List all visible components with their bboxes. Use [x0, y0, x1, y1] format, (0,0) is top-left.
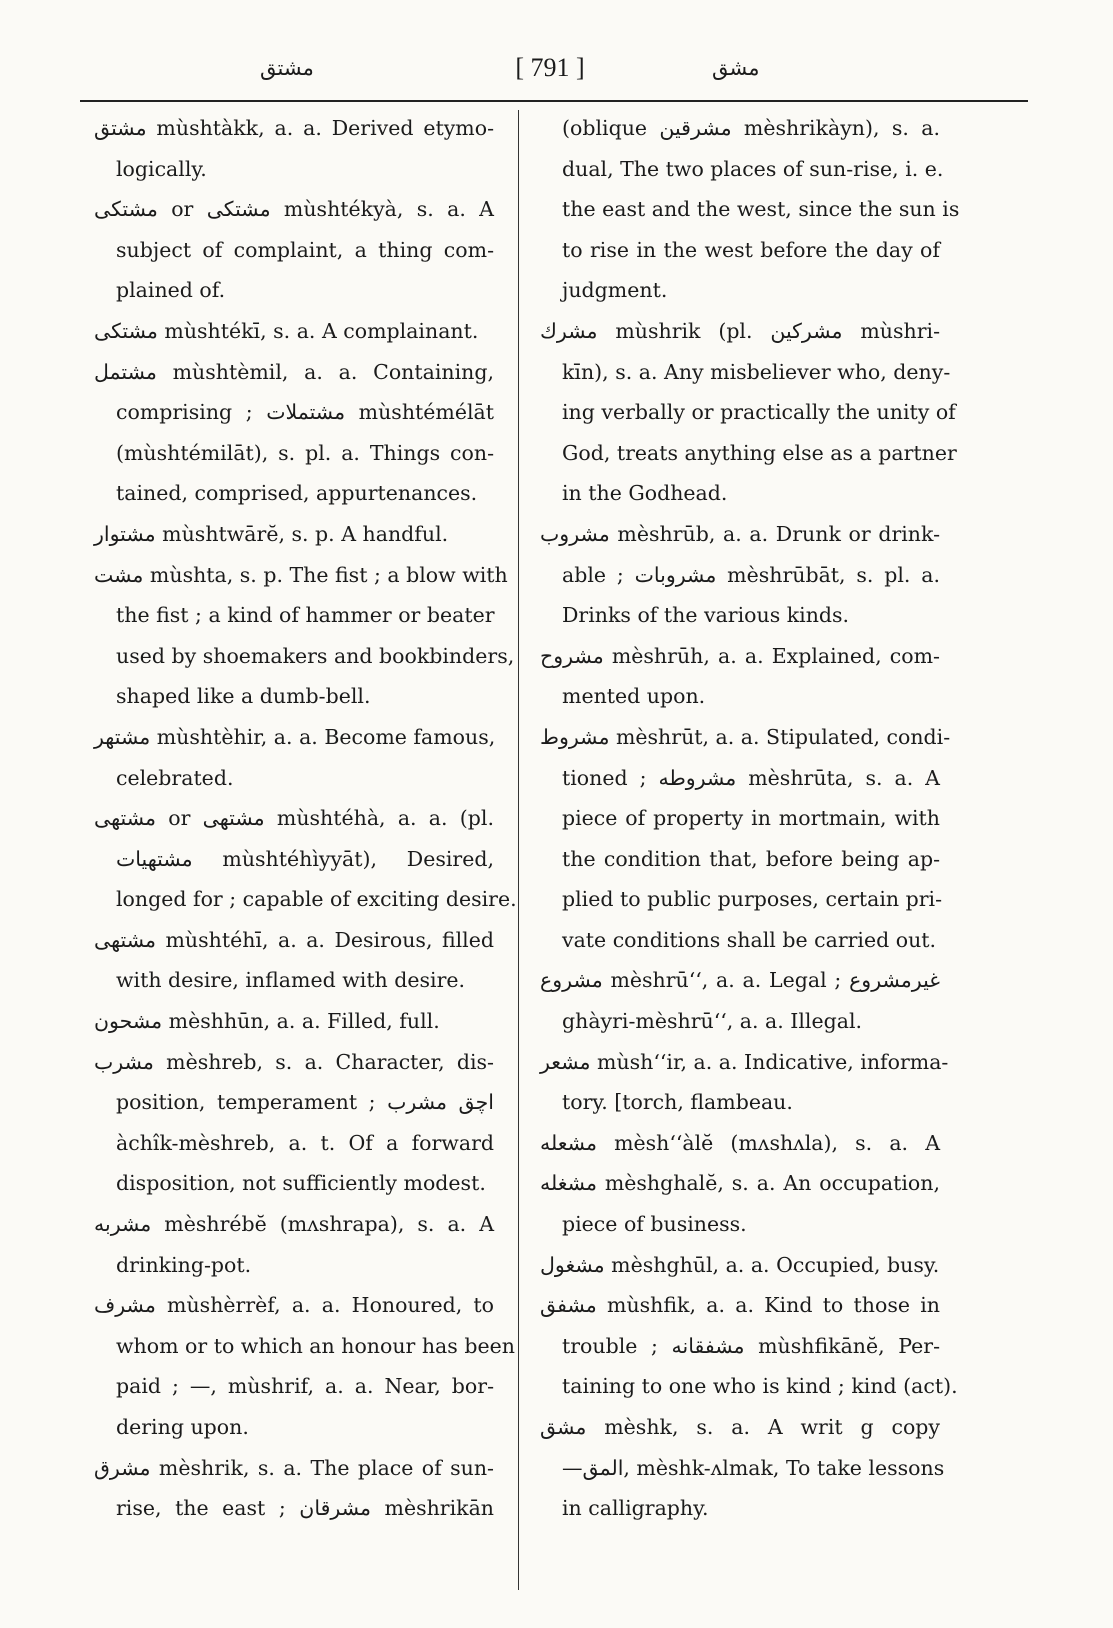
entry-line: مشعر mùsh‘‘ir, a. a. Indicative, informa-: [540, 1049, 949, 1074]
entry-line: drinking-pot.: [116, 1252, 252, 1277]
entry-line: to rise in the west before the day of: [562, 237, 940, 262]
entry-line: مشتكى or مشتكى mùshtékyà, s. a. A: [94, 197, 494, 222]
entry-line: مشروط mèshrūt, a. a. Stipulated, condi-: [540, 724, 951, 749]
entry-line: shaped like a dumb-bell.: [116, 684, 371, 709]
entry-line: the east and the west, since the sun is: [562, 197, 960, 222]
entry-line: مشتوار mùshtwārĕ, s. p. A handful.: [94, 521, 449, 546]
entry-line: —المق, mèshk-ʌlmak, To take lessons: [562, 1455, 945, 1480]
page-header: [80, 40, 1028, 100]
entry-line: comprising ; مشتملات mùshtémélāt: [116, 400, 494, 425]
entry-line: piece of property in mortmain, with: [562, 806, 940, 831]
left-column: [94, 108, 517, 1529]
entry-line: in the Godhead.: [562, 481, 728, 506]
entry-line: مشت mùshta, s. p. The fist ; a blow with: [94, 562, 508, 587]
entry-line: dering upon.: [116, 1415, 249, 1439]
entry-line: (mùshtémilāt), s. pl. a. Things con-: [116, 440, 494, 465]
running-head-right: مشق: [712, 56, 760, 80]
entry-line: trouble ; مشفقانه mùshfikānĕ, Per-: [562, 1333, 940, 1358]
entry-line: (oblique مشرقين mèshrikàyn), s. a.: [562, 116, 940, 140]
entry-line: disposition, not sufficiently modest.: [116, 1171, 486, 1196]
entry-line: taining to one who is kind ; kind (act).: [562, 1374, 958, 1399]
entry-line: dual, The two places of sun-rise, i. e.: [562, 156, 944, 181]
entry-line: مشروع mèshrū‘‘, a. a. Legal ; غيرمشروع: [540, 968, 940, 993]
entry-line: piece of business.: [562, 1212, 747, 1237]
entry-line: مشفق mùshfik, a. a. Kind to those in: [540, 1293, 940, 1318]
entry-line: Drinks of the various kinds.: [562, 603, 850, 628]
entry-line: tained, comprised, appurtenances.: [116, 481, 478, 506]
entry-line: kīn), s. a. Any misbeliever who, deny-: [562, 359, 951, 384]
entry-line: مشرب mèshreb, s. a. Character, dis-: [94, 1049, 494, 1074]
entry-line: plied to public purposes, certain pri-: [562, 887, 943, 912]
entry-line: مشتهر mùshtèhir, a. a. Become famous,: [94, 724, 496, 749]
entry-line: مشتمل mùshtèmil, a. a. Containing,: [94, 359, 494, 384]
entry-line: judgment.: [562, 278, 668, 303]
entry-line: مشغول mèshghūl, a. a. Occupied, busy.: [540, 1252, 940, 1277]
entry-line: whom or to which an honour has been: [116, 1333, 515, 1358]
entry-line: God, treats anything else as a partner: [562, 440, 957, 465]
entry-line: position, temperament ; اچق مشرب: [116, 1090, 494, 1115]
entry-line: logically.: [116, 156, 207, 181]
entry-line: able ; مشروبات mèshrūbāt, s. pl. a.: [562, 562, 940, 587]
entry-line: in calligraphy.: [562, 1496, 709, 1521]
entry-line: rise, the east ; مشرقان mèshrikān: [116, 1496, 495, 1521]
entry-line: مشرق mèshrik, s. a. The place of sun-: [94, 1455, 494, 1480]
page-number: [ 791 ]: [515, 53, 585, 82]
entry-line: subject of complaint, a thing com-: [116, 237, 494, 262]
entry-line: paid ; —, mùshrif, a. a. Near, bor-: [116, 1374, 494, 1399]
entry-line: tory. [torch, flambeau.: [562, 1090, 793, 1115]
entry-line: celebrated.: [116, 765, 234, 790]
entry-line: with desire, inflamed with desire.: [116, 968, 466, 993]
entry-line: àchîk-mèshreb, a. t. Of a forward: [116, 1130, 494, 1155]
entry-line: tioned ; مشروطه mèshrūta, s. a. A: [562, 765, 940, 790]
entry-line: the condition that, before being ap-: [562, 846, 940, 871]
entry-line: مشغله mèshghalĕ, s. a. An occupation,: [540, 1171, 940, 1196]
entry-line: مشعله mèsh‘‘àlĕ (mʌshʌla), s. a. A: [540, 1130, 940, 1155]
entry-line: مشق mèshk, s. a. A writ g copy: [540, 1415, 940, 1439]
entry-line: مشتق mùshtàkk, a. a. Derived etymo-: [94, 116, 494, 140]
header-rule: [80, 100, 1028, 102]
entry-line: مشروح mèshrūh, a. a. Explained, com-: [540, 643, 940, 668]
column-divider: [518, 110, 519, 1590]
entry-line: the fist ; a kind of hammer or beater: [116, 603, 495, 628]
entry-line: مشتكى mùshtékī, s. a. A complainant.: [94, 318, 479, 343]
entry-line: ghàyri-mèshrū‘‘, a. a. Illegal.: [562, 1009, 863, 1034]
running-head-left: مشتق: [260, 56, 314, 80]
entry-line: longed for ; capable of exciting desire.: [116, 887, 517, 912]
entry-line: مشتهى mùshtéhī, a. a. Desirous, filled: [94, 927, 494, 952]
entry-line: used by shoemakers and bookbinders,: [116, 643, 515, 668]
entry-line: مشرك mùshrik (pl. مشركين mùshri-: [540, 318, 940, 343]
entry-line: مشحون mèshhūn, a. a. Filled, full.: [94, 1009, 440, 1034]
entry-line: ing verbally or practically the unity of: [562, 400, 956, 425]
entry-line: مشتهيات mùshtéhìyyāt), Desired,: [116, 846, 494, 871]
entry-line: مشرف mùshèrrèf, a. a. Honoured, to: [94, 1293, 494, 1318]
entry-line: mented upon.: [562, 684, 706, 709]
right-column: [540, 108, 960, 1529]
entry-line: مشتهى or مشتهى mùshtéhà, a. a. (pl.: [94, 806, 494, 831]
entry-line: plained of.: [116, 278, 226, 303]
entry-line: vate conditions shall be carried out.: [562, 927, 937, 952]
entry-line: مشربه mèshrébĕ (mʌshrapa), s. a. A: [94, 1212, 494, 1237]
entry-line: مشروب mèshrūb, a. a. Drunk or drink-: [540, 521, 940, 546]
